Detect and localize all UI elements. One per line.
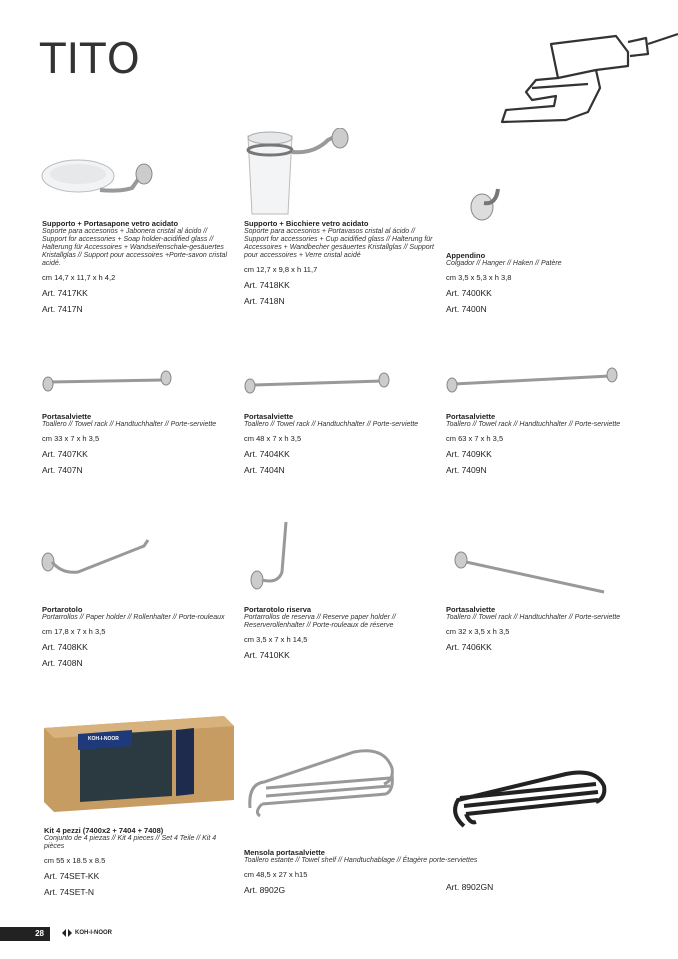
product-description: Colgador // Hanger // Haken // Patère: [446, 260, 562, 267]
product-description: Portarrollos de reserva // Reserve paper holder // Reserverollenhalter // Porte-rouleaux de réserve: [244, 614, 396, 629]
product-description: Toallero // Towel rack // Handtuchhalter // Porte-serviette: [446, 421, 621, 428]
product-article: Art. 7417N: [42, 304, 83, 314]
product-article: Art. 7418N: [244, 296, 285, 306]
kit-box-brand: KOH-I-NOOR: [88, 736, 119, 742]
footer-brand: [62, 929, 112, 937]
kit-box-image: [44, 716, 234, 812]
product-name: Portasalviette: [244, 412, 294, 421]
product-article: Art. 7400N: [446, 304, 487, 314]
product-name: Portarotolo: [42, 605, 83, 614]
drill-hand-icon: [496, 22, 678, 128]
koh-i-noor-logo-icon: [62, 929, 72, 937]
footer-brand-label: KOH-I-NOOR: [75, 930, 112, 936]
product-article: Art. 7404KK: [244, 449, 290, 459]
product-description: Soporte para accesorios + Portavasos cristal al ácido // Support for accessories + Cup acidified glass // Halterung für Accessoires + Wandbecher gesäuertes Kristallglas // Support pour accessoires + Verre cristal acidé: [244, 228, 434, 259]
product-7409: [446, 412, 636, 475]
product-article: Art. 7418KK: [244, 280, 290, 290]
product-name: Mensola portasalviette: [244, 848, 325, 857]
towel-shelf-black-image: [446, 760, 610, 832]
product-dimensions: cm 33 x 7 x h 3,5: [42, 434, 100, 443]
product-description: Toallero // Towel rack // Handtuchhalter // Porte-serviette: [446, 614, 621, 621]
page-number: 28: [0, 927, 50, 941]
product-name: Portasalviette: [42, 412, 92, 421]
product-dimensions: cm 48 x 7 x h 3,5: [244, 434, 302, 443]
product-7418: [244, 219, 434, 306]
product-article: Art. 7407KK: [42, 449, 88, 459]
product-description: Toallero // Towel rack // Handtuchhalter // Porte-serviette: [42, 421, 217, 428]
product-dimensions: cm 63 x 7 x h 3,5: [446, 434, 504, 443]
product-description: Conjunto de 4 piezas // Kit 4 pieces // Set 4 Teile // Kit 4 pièces: [44, 835, 217, 850]
product-dimensions: cm 55 x 18.5 x 8.5: [44, 856, 106, 865]
product-article: Art. 7400KK: [446, 288, 492, 298]
product-dimensions: cm 14,7 x 11,7 x h 4,2: [42, 273, 116, 282]
product-article: Art. 8902G: [244, 885, 286, 895]
product-article: Art. 7408KK: [42, 642, 88, 652]
product-article: Art. 74SET-N: [44, 887, 95, 897]
product-article: Art. 7410KK: [244, 650, 290, 660]
product-article: Art. 7408N: [42, 658, 83, 668]
product-name: Appendino: [446, 251, 486, 260]
product-dimensions: cm 32 x 3,5 x h 3,5: [446, 627, 510, 636]
product-7406: [446, 605, 636, 652]
product-description: Soporte para accesorios + Jabonera cristal al ácido // Support for accessories + Soap holder-acidified glass // Halterung für Accessoires + Wandseifenschale-gesäuertes Kristallglas // Support pour accessoires +Porte-savon cristal acidé.: [42, 228, 227, 267]
product-article: Art. 7406KK: [446, 642, 492, 652]
product-name: Supporto + Portasapone vetro acidato: [42, 219, 179, 228]
product-article-8902gn: Art. 8902GN: [446, 882, 494, 892]
product-article: Art. 7409KK: [446, 449, 492, 459]
product-dimensions: cm 3,5 x 7 x h 14,5: [244, 635, 308, 644]
product-article: Art. 7409N: [446, 465, 487, 475]
product-74set: [44, 826, 234, 897]
product-7404: [244, 412, 434, 475]
product-description: Toallero estante // Towel shelf // Handtuchablage // Étagère porte-serviettes: [244, 857, 478, 864]
product-article: Art. 7407N: [42, 465, 83, 475]
product-7410: [244, 605, 434, 660]
product-name: Portasalviette: [446, 412, 496, 421]
cup-holder-image: [244, 128, 356, 218]
towel-shelf-chrome-image: [244, 744, 404, 820]
product-7408: [42, 605, 232, 668]
paper-holder-image: [38, 534, 154, 580]
product-description: Toallero // Towel rack // Handtuchhalter // Porte-serviette: [244, 421, 419, 428]
towel-rack-63-image: [444, 367, 620, 393]
product-name: Kit 4 pezzi (7400x2 + 7404 + 7408): [44, 826, 164, 835]
hook-image: [470, 185, 506, 223]
product-description: Portarrollos // Paper holder // Rollenhalter // Porte-rouleaux: [42, 614, 225, 621]
product-name: Portasalviette: [446, 605, 496, 614]
soap-holder-image: [40, 150, 160, 205]
page-title: TITO: [40, 34, 141, 83]
product-article: Art. 7417KK: [42, 288, 88, 298]
towel-rack-33-image: [40, 370, 174, 392]
product-dimensions: cm 17,8 x 7 x h 3,5: [42, 627, 106, 636]
product-article: Art. 74SET-KK: [44, 871, 100, 881]
product-name: Portarotolo riserva: [244, 605, 312, 614]
product-7400: [446, 251, 636, 314]
reserve-paper-holder-image: [248, 518, 292, 592]
product-article: Art. 7404N: [244, 465, 285, 475]
product-dimensions: cm 48,5 x 27 x h15: [244, 870, 308, 879]
product-7407: [42, 412, 232, 475]
product-name: Supporto + Bicchiere vetro acidato: [244, 219, 369, 228]
towel-rack-48-image: [242, 372, 392, 394]
product-dimensions: cm 3,5 x 5,3 x h 3,8: [446, 273, 512, 282]
product-dimensions: cm 12,7 x 9,8 x h 11,7: [244, 265, 318, 274]
product-7417: [42, 219, 232, 314]
towel-rack-32-image: [452, 550, 612, 596]
